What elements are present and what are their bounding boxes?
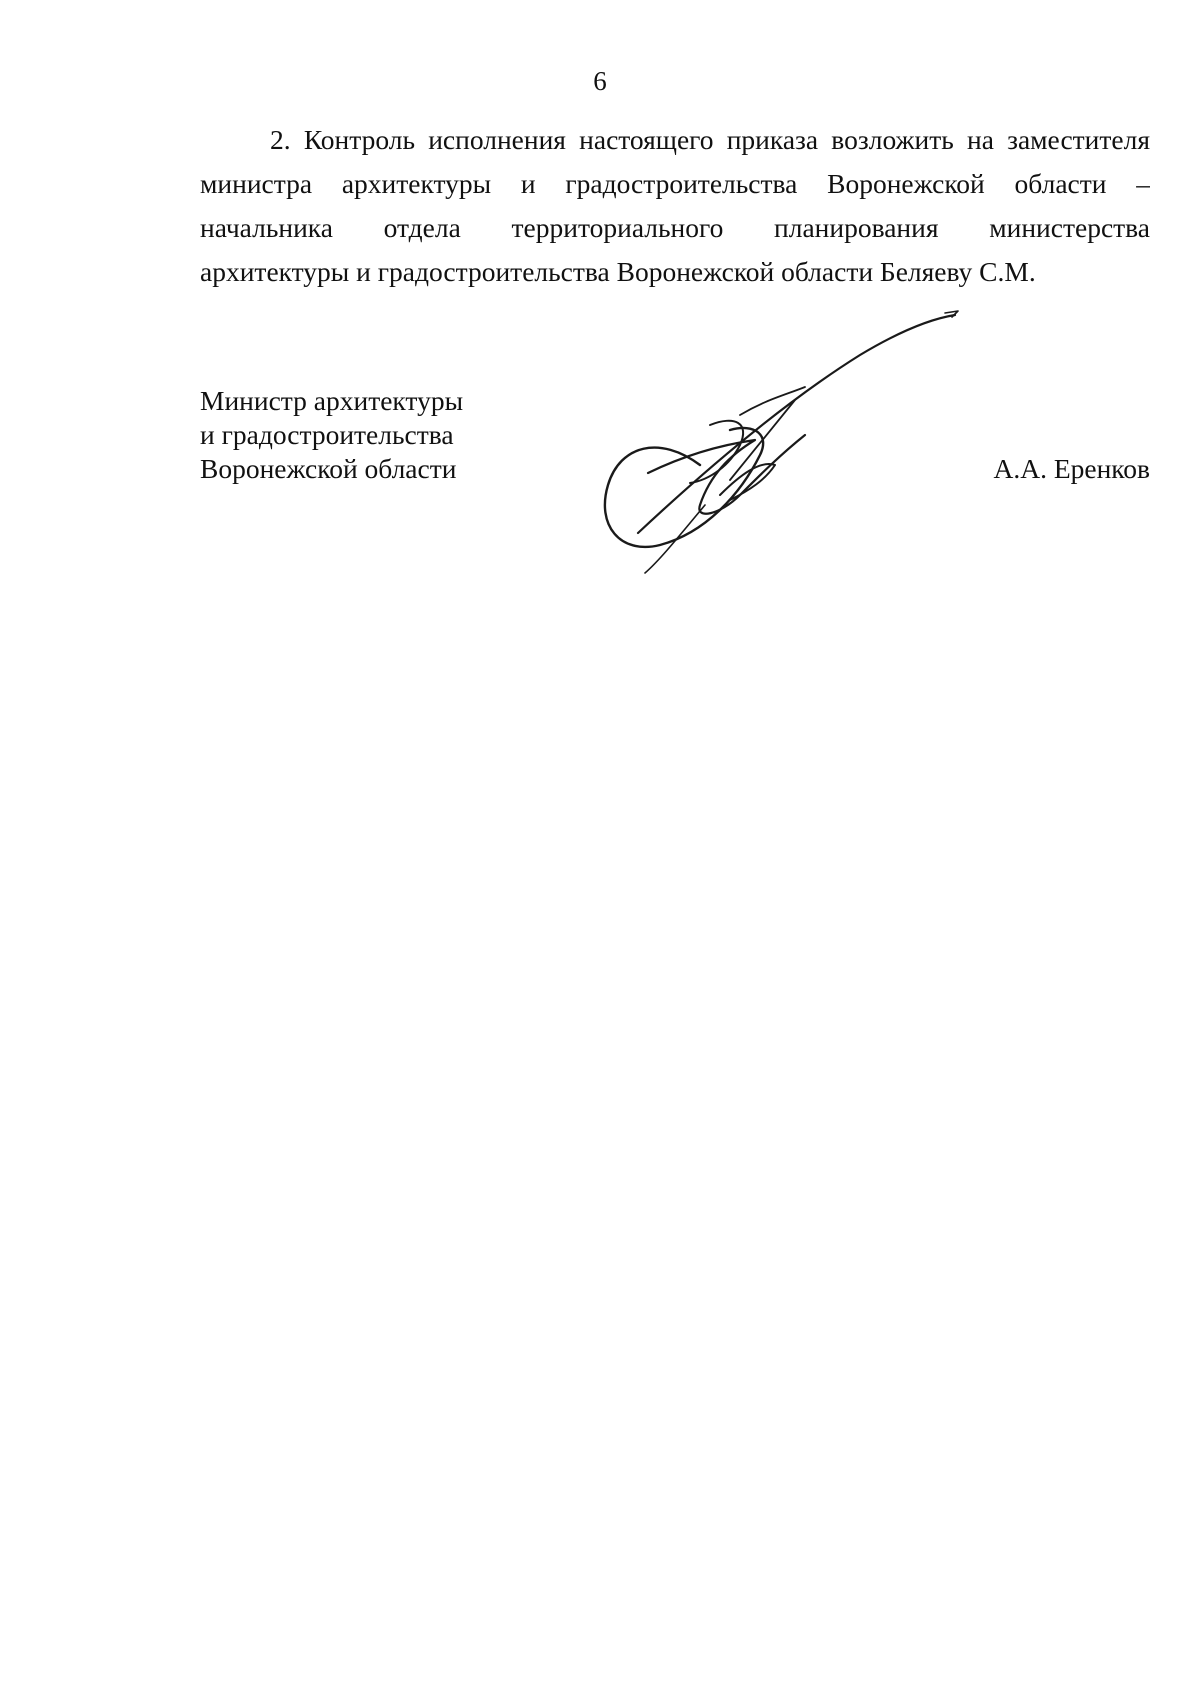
signatory-title-line: и градостроительства — [200, 419, 454, 450]
paragraph-line: 2. Контроль исполнения настоящего приказа возложить на заместителя — [270, 124, 1150, 155]
signatory-name: А.А. Еренков — [993, 453, 1150, 484]
signatory-title-line: Воронежской области — [200, 453, 457, 484]
handwritten-signature — [590, 305, 1010, 575]
body-paragraph — [200, 118, 1150, 294]
paragraph-line: архитектуры и градостроительства Воронежской области Беляеву С.М. — [200, 256, 1036, 287]
signatory-title — [200, 384, 463, 486]
page-number: 6 — [593, 66, 607, 96]
signatory-title-line: Министр архитектуры — [200, 385, 464, 416]
paragraph-line: министра архитектуры и градостроительства Воронежской области – — [200, 168, 1150, 199]
paragraph-line: начальника отдела территориального планирования министерства — [200, 212, 1150, 243]
